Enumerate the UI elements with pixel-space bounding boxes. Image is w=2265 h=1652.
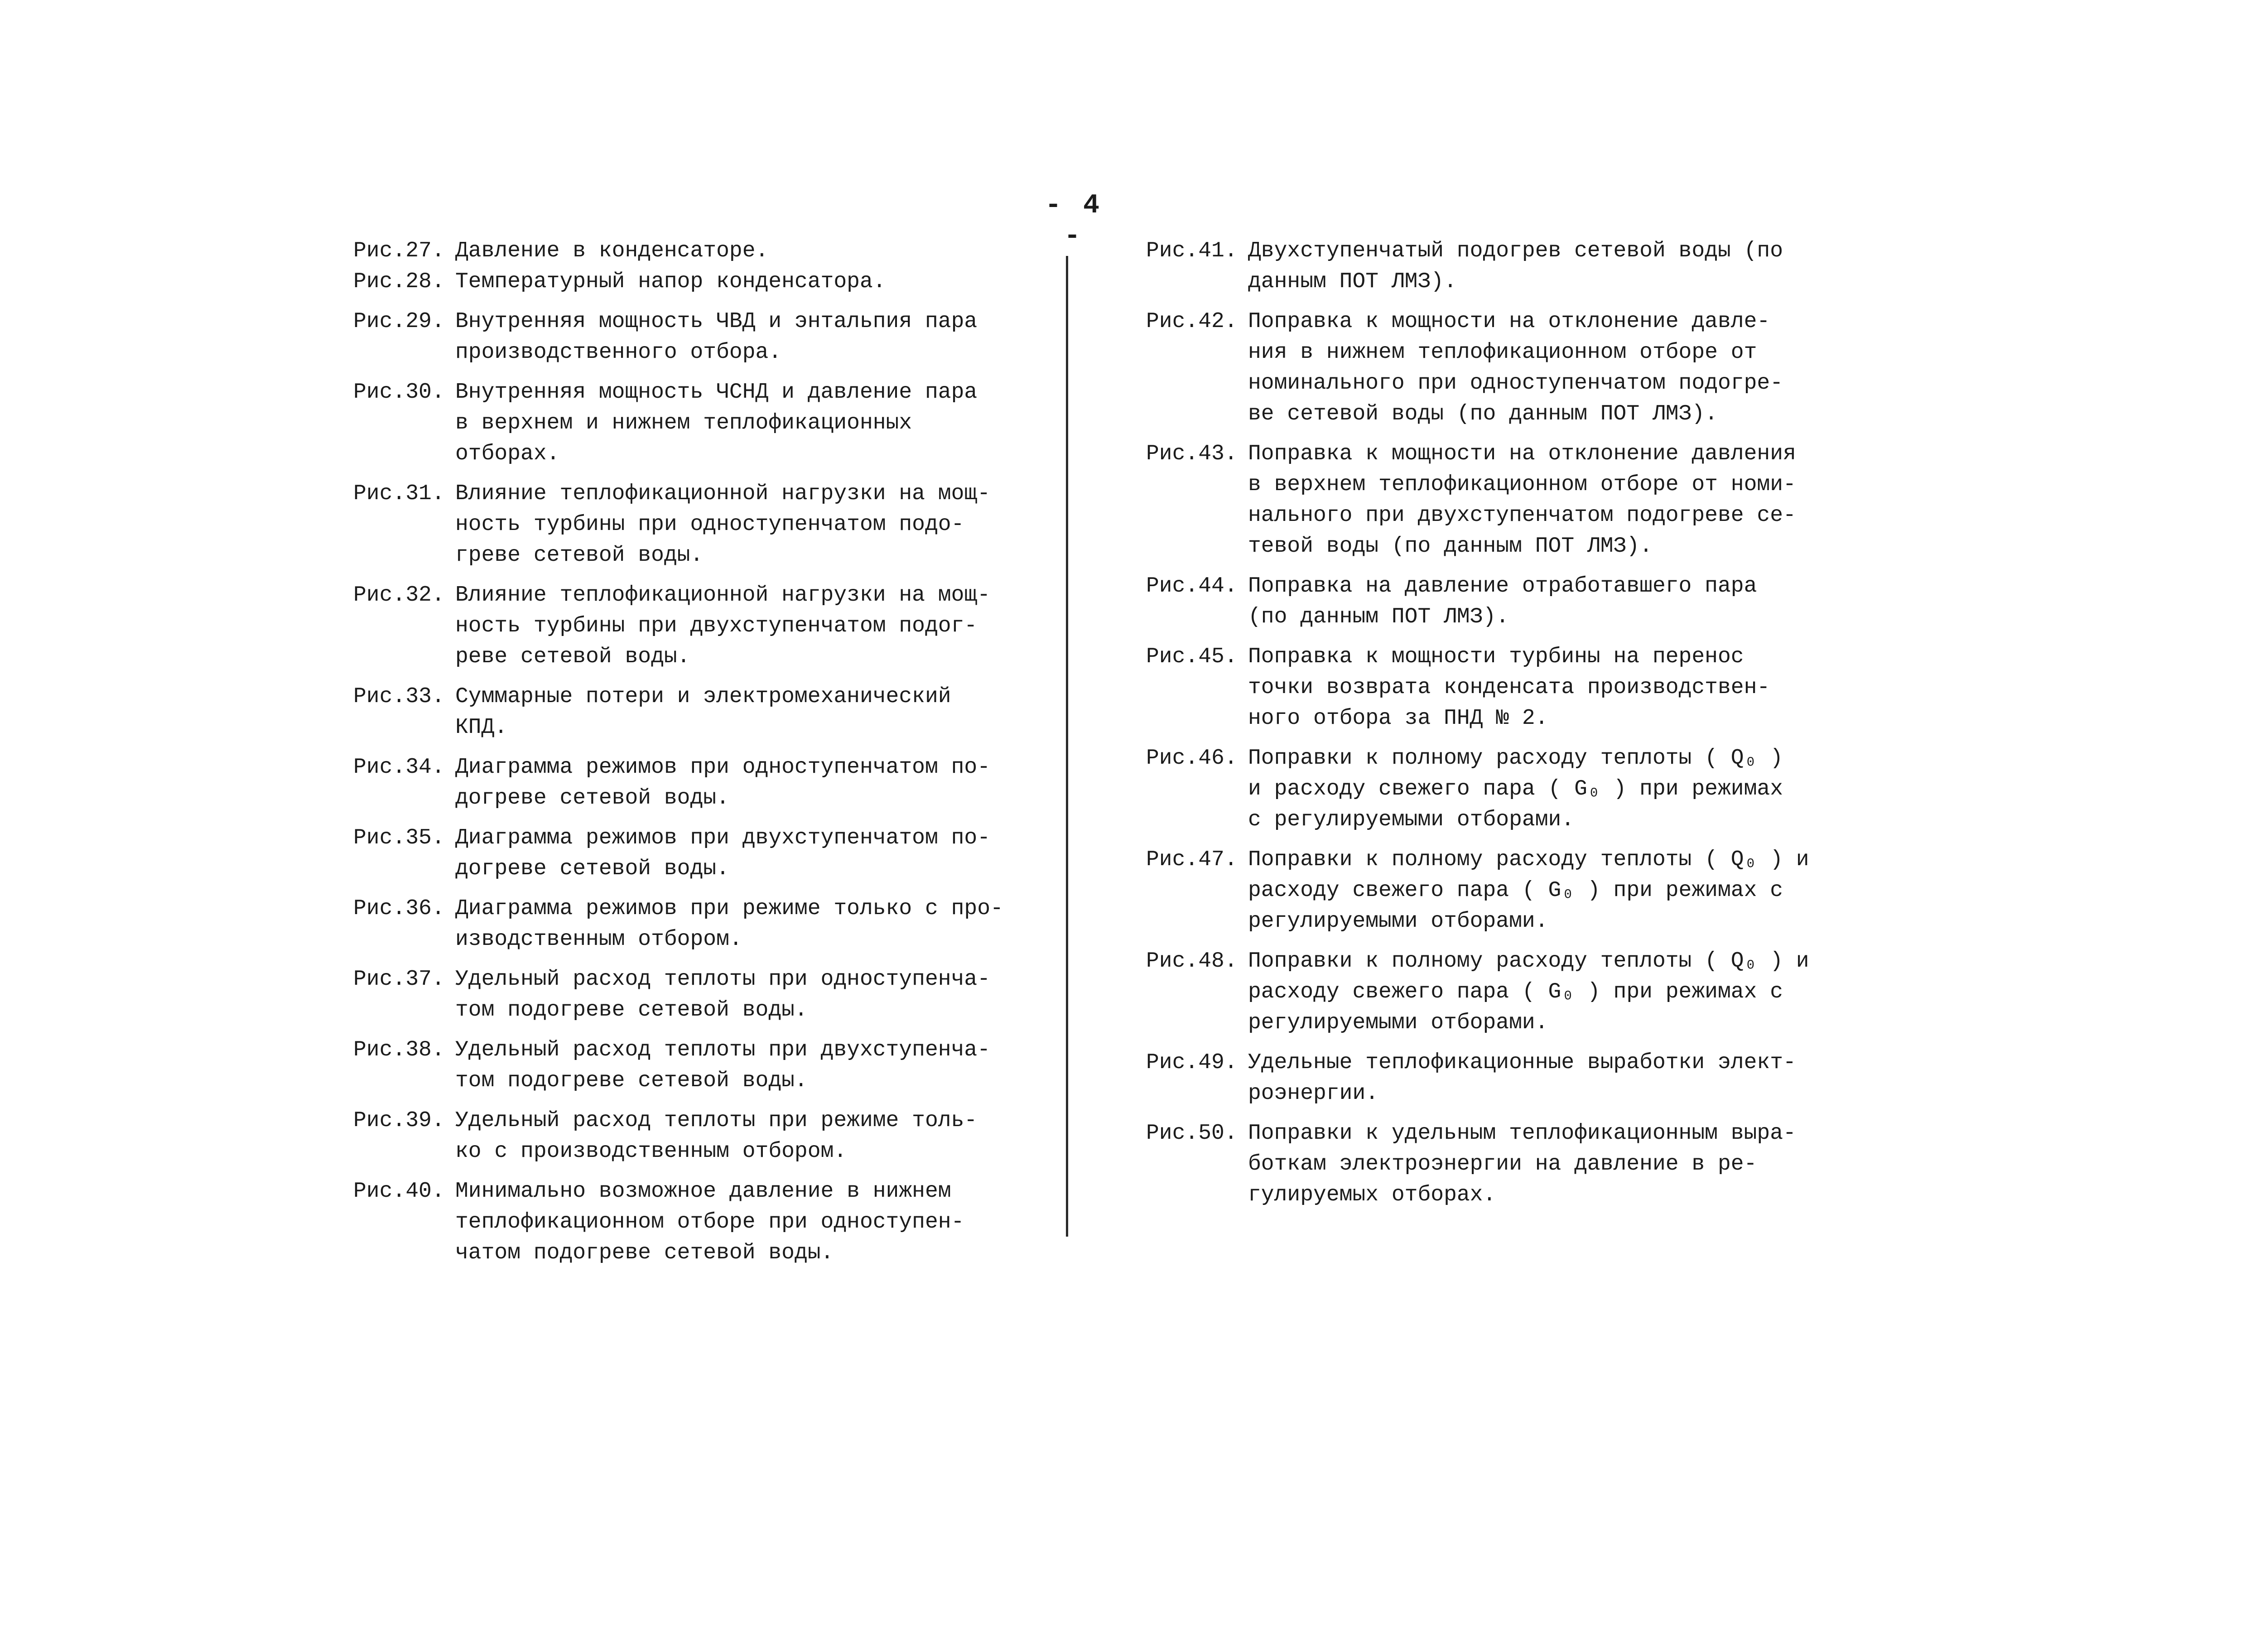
figure-entry-37 (353, 964, 1015, 1026)
figure-label: Рис.39. (353, 1108, 445, 1133)
figure-entry-41 (1146, 236, 1826, 297)
figure-caption: Поправки к удельным теплофикационным выра- боткам электроэнергии на давление в ре- гулируемых отборах. (1248, 1121, 1796, 1207)
figure-caption: Температурный напор конденсатора. (455, 270, 886, 294)
figure-list-right (1146, 236, 1826, 1219)
figure-entry-34 (353, 752, 1015, 814)
figure-caption: Минимально возможное давление в нижнем теплофикационном отборе при одноступен- чатом подогреве сетевой воды. (455, 1179, 964, 1265)
figure-label: Рис.37. (353, 967, 445, 992)
figure-label: Рис.35. (353, 826, 445, 850)
figure-label: Рис.42. (1146, 309, 1238, 334)
figure-entry-43 (1146, 438, 1826, 562)
figure-label: Рис.44. (1146, 574, 1238, 598)
figure-entry-48 (1146, 946, 1826, 1038)
figure-caption: Диаграмма режимов при одноступенчатом по- догреве сетевой воды. (455, 755, 990, 810)
figure-entry-46 (1146, 743, 1826, 835)
figure-label: Рис.31. (353, 482, 445, 506)
figure-label: Рис.45. (1146, 645, 1238, 669)
figure-entry-44 (1146, 571, 1826, 632)
figure-caption: Внутренняя мощность ЧВД и энтальпия пара производственного отбора. (455, 309, 978, 365)
page-number: - 4 - (1045, 190, 1103, 252)
figure-label: Рис.33. (353, 684, 445, 709)
figure-caption: Поправка на давление отработавшего пара (по данным ПОТ ЛМЗ). (1248, 574, 1757, 629)
figure-label: Рис.38. (353, 1038, 445, 1062)
figure-caption: Давление в конденсаторе. (455, 239, 769, 263)
figure-entry-27 (353, 236, 1015, 266)
figure-caption: Поправки к полному расходу теплоты ( Q₀ ) и расходу свежего пара ( G₀ ) при режимах с регулируемыми отборами. (1248, 746, 1783, 832)
figure-caption: Поправка к мощности на отклонение давле- ния в нижнем теплофикационном отборе от номинального при одноступенчатом подогре- ве сетевой воды (по данным ПОТ ЛМЗ). (1248, 309, 1783, 426)
figure-caption: Удельные теплофикационные выработки элект- роэнергии. (1248, 1050, 1796, 1106)
figure-label: Рис.47. (1146, 848, 1238, 872)
figure-entry-31 (353, 478, 1015, 571)
figure-label: Рис.30. (353, 380, 445, 405)
figure-entry-40 (353, 1176, 1015, 1268)
figure-caption: Поправка к мощности турбины на перенос точки возврата конденсата производствен- ного отбора за ПНД № 2. (1248, 645, 1770, 731)
figure-label: Рис.49. (1146, 1050, 1238, 1075)
figure-caption: Влияние теплофикационной нагрузки на мощ- ность турбины при двухступенчатом подог- реве сетевой воды. (455, 583, 990, 669)
figure-caption: Удельный расход теплоты при одноступенча- том подогреве сетевой воды. (455, 967, 990, 1022)
figure-entry-29 (353, 306, 1015, 368)
figure-label: Рис.36. (353, 896, 445, 921)
figure-entry-42 (1146, 306, 1826, 429)
figure-caption: Диаграмма режимов при двухступенчатом по- догреве сетевой воды. (455, 826, 990, 881)
figure-entry-30 (353, 377, 1015, 469)
figure-entry-49 (1146, 1047, 1826, 1109)
figure-entry-28 (353, 266, 1015, 297)
figure-caption: Суммарные потери и электромеханический КПД. (455, 684, 951, 740)
figure-label: Рис.46. (1146, 746, 1238, 771)
figure-label: Рис.29. (353, 309, 445, 334)
figure-entry-33 (353, 681, 1015, 743)
figure-entry-35 (353, 823, 1015, 884)
figure-label: Рис.43. (1146, 442, 1238, 466)
figure-caption: Удельный расход теплоты при режиме толь- ко с производственным отбором. (455, 1108, 978, 1164)
figure-label: Рис.32. (353, 583, 445, 607)
figure-list-left (353, 236, 1015, 1277)
figure-label: Рис.48. (1146, 949, 1238, 973)
figure-caption: Двухступенчатый подогрев сетевой воды (по данным ПОТ ЛМЗ). (1248, 239, 1783, 294)
figure-caption: Влияние теплофикационной нагрузки на мощ- ность турбины при одноступенчатом подо- греве сетевой воды. (455, 482, 990, 568)
figure-label: Рис.41. (1146, 239, 1238, 263)
figure-caption: Поправки к полному расходу теплоты ( Q₀ ) и расходу свежего пара ( G₀ ) при режимах с регулируемыми отборами. (1248, 848, 1809, 934)
column-divider (1066, 256, 1068, 1237)
figure-label: Рис.34. (353, 755, 445, 780)
figure-entry-45 (1146, 641, 1826, 734)
figure-caption: Поправка к мощности на отклонение давления в верхнем теплофикационном отборе от номи- нального при двухступенчатом подогреве се- тевой воды (по данным ПОТ ЛМЗ). (1248, 442, 1796, 559)
figure-label: Рис.50. (1146, 1121, 1238, 1146)
figure-caption: Поправки к полному расходу теплоты ( Q₀ ) и расходу свежего пара ( G₀ ) при режимах с регулируемыми отборами. (1248, 949, 1809, 1035)
figure-caption: Внутренняя мощность ЧСНД и давление пара в верхнем и нижнем теплофикационных отборах. (455, 380, 978, 466)
figure-entry-39 (353, 1105, 1015, 1167)
figure-label: Рис.27. (353, 239, 445, 263)
figure-caption: Диаграмма режимов при режиме только с про- изводственным отбором. (455, 896, 1003, 952)
figure-label: Рис.40. (353, 1179, 445, 1204)
figure-entry-32 (353, 580, 1015, 672)
figure-entry-47 (1146, 844, 1826, 937)
figure-entry-36 (353, 893, 1015, 955)
figure-entry-38 (353, 1035, 1015, 1096)
figure-entry-50 (1146, 1118, 1826, 1210)
figure-caption: Удельный расход теплоты при двухступенча- том подогреве сетевой воды. (455, 1038, 990, 1093)
figure-label: Рис.28. (353, 270, 445, 294)
